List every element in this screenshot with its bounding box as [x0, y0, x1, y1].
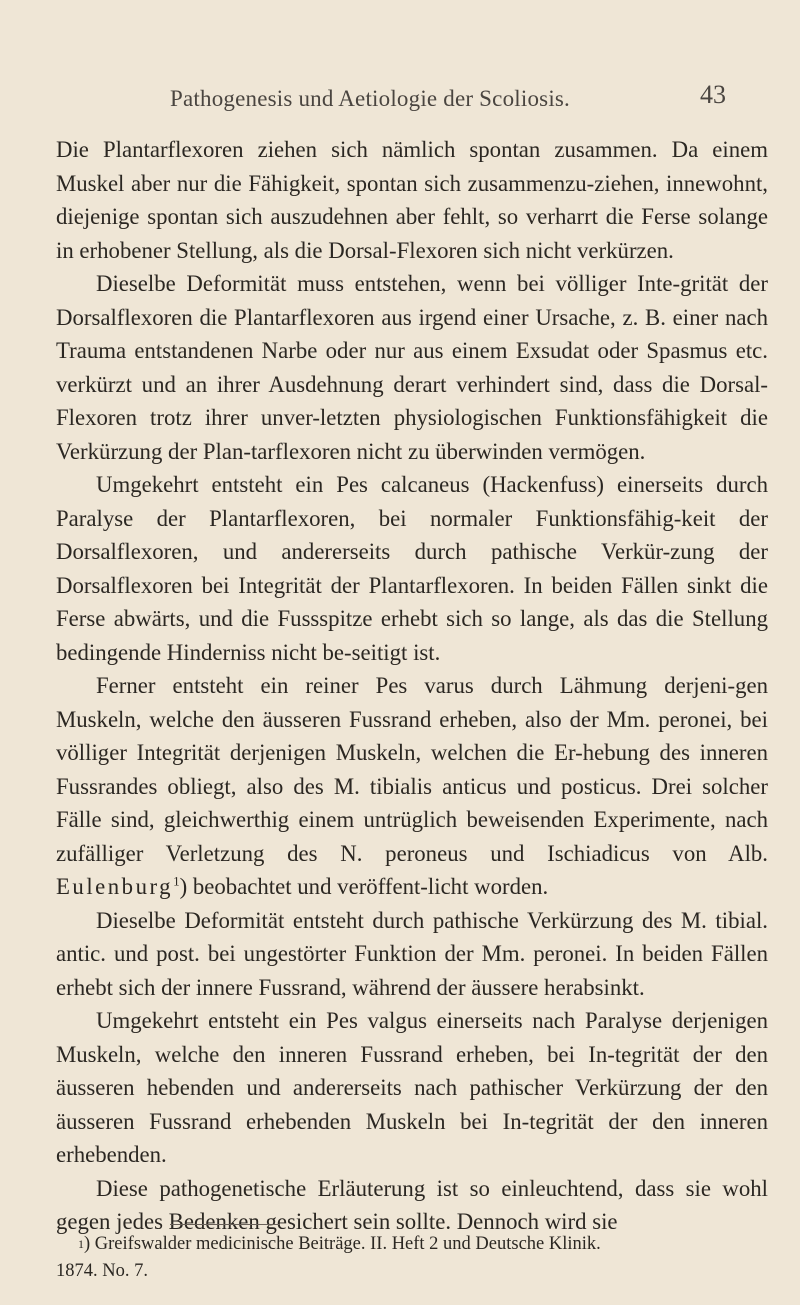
paragraph	[56, 669, 768, 904]
paragraph: Die Plantarflexoren ziehen sich nämlich spontan zusammen. Da einem Muskel aber nur die Fähigkeit, spontan sich zusammenzu-ziehen, innewohnt, diejenige spontan sich auszudehnen aber fehlt, so verharrt die Ferse solange in erhobener Stellung, als die Dorsal-Flexoren sich nicht verkürzen.	[56, 137, 768, 263]
paragraph: Dieselbe Deformität muss entstehen, wenn bei völliger Inte-grität der Dorsalflexoren die Plantarflexoren aus irgend einer Ursache, z. B. einer nach Trauma entstandenen Narbe oder nur aus einem Exsudat oder Spasmus etc. verkürzt und an ihrer Ausdehnung derart verhindert sind, dass die Dorsal-Flexoren trotz ihrer unver-letzten physiologischen Funktionsfähigkeit die Verkürzung der Plan-tarflexoren nicht zu überwinden vermögen.	[56, 271, 768, 464]
paragraph: Diese pathogenetische Erläuterung ist so einleuchtend, dass sie wohl gegen jedes Bedenken gesichert sein sollte. Dennoch wird sie	[56, 1175, 768, 1234]
footnote-mark: 1	[78, 1237, 84, 1251]
footnote-line	[56, 1231, 768, 1258]
running-header: Pathogenesis und Aetiologie der Scoliosis.	[170, 86, 571, 111]
author-name: Eulenburg	[56, 874, 174, 899]
page-number: 43	[700, 80, 726, 109]
paragraph: Umgekehrt entsteht ein Pes valgus einerseits nach Paralyse derjenigen Muskeln, welche den inneren Fussrand erheben, bei In-tegrität der den äusseren hebenden und andererseits nach pathischer Verkürzung der den äusseren Fussrand erhebenden Muskeln bei In-tegrität der den inneren erhebenden.	[56, 1008, 768, 1167]
footnote-line: 1874. No. 7.	[56, 1261, 148, 1281]
footnote-divider	[170, 1224, 280, 1225]
footnote-text: ) Greifswalder medicinische Beiträge. II. Heft 2 und Deutsche Klinik.	[84, 1234, 601, 1254]
paragraph: Umgekehrt entsteht ein Pes calcaneus (Hackenfuss) einerseits durch Paralyse der Plantarflexoren, bei normaler Funktionsfähig-keit der Dorsalflexoren, und andererseits durch pathische Verkür-zung der Dorsalflexoren bei Integrität der Plantarflexoren. In beiden Fällen sinkt die Ferse abwärts, und die Fussspitze erhebt sich so lange, als das die Stellung bedingende Hinderniss nicht be-seitigt ist.	[56, 472, 768, 665]
paragraph-text: ) beobachtet und veröffent-licht worden.	[179, 874, 549, 899]
footnote	[56, 1231, 768, 1285]
paragraph-text: Ferner entsteht ein reiner Pes varus durch Lähmung derjeni-gen Muskeln, welche den äusseren Fussrand erheben, also der Mm. peronei, bei völliger Integrität derjenigen Muskeln, welchen die Er-hebung des inneren Fussrandes obliegt, also des M. tibialis anticus und posticus. Drei solcher Fälle sind, gleichwerthig einem untrüglich beweisenden Experimente, nach zufälliger Verletzung des N. peroneus und Ischiadicus von Alb.	[56, 673, 768, 866]
body-text	[56, 133, 768, 1239]
footnote-ref: 1	[173, 873, 180, 889]
paragraph: Dieselbe Deformität entsteht durch pathische Verkürzung des M. tibial. antic. und post. bei ungestörter Funktion der Mm. peronei. In beiden Fällen erhebt sich der innere Fussrand, während der äussere herabsinkt.	[56, 907, 768, 1000]
